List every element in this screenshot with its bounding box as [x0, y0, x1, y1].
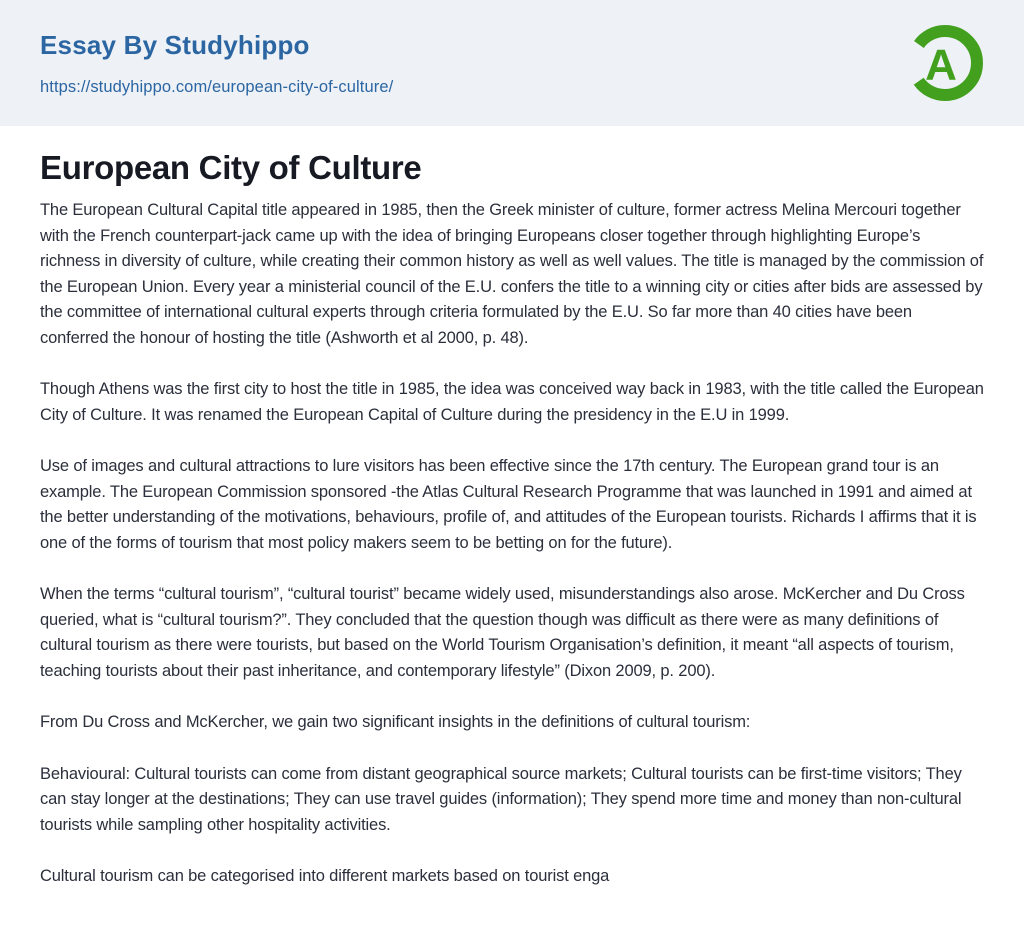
essay-paragraph-2: Though Athens was the first city to host the title in 1985, the idea was conceived way back in 1983, with the title called the European City of Culture. It was renamed the European Capital of Culture during the presidency in the E.U in 1999.	[40, 380, 984, 424]
logo-letter: A	[925, 40, 957, 90]
essay-paragraph-5: From Du Cross and McKercher, we gain two significant insights in the definitions of cultural tourism:	[40, 713, 751, 731]
essay-paragraph-1: The European Cultural Capital title appeared in 1985, then the Greek minister of culture, former actress Melina Mercouri together with the French counterpart-jack came up with the idea of bringing Europeans closer together through highlighting Europe’s richness in diversity of culture, while creating their common history as well as well values. The title is managed by the commission of the European Union. Every year a ministerial council of the E.U. confers the title to a winning city or cities after bids are assessed by the committee of international cultural experts through criteria formulated by the E.U. So far more than 40 cities have been conferred the honour of hosting the title (Ashworth et al 2000, p. 48).	[40, 201, 984, 347]
essay-paragraph-3: Use of images and cultural attractions to lure visitors has been effective since the 17th century. The European grand tour is an example. The European Commission sponsored -the Atlas Cultural Research Programme that was launched in 1991 and aimed at the better understanding of the motivations, behaviours, profile of, and attitudes of the European tourists. Richards I affirms that it is one of the forms of tourism that most policy makers seem to be betting on for the future).	[40, 457, 977, 552]
essay-paragraph-7: Cultural tourism can be categorised into different markets based on tourist enga	[40, 867, 610, 885]
essay-paragraph-6: Behavioural: Cultural tourists can come from distant geographical source markets; Cultural tourists can be first-time visitors; They can stay longer at the destinations; They can use travel guides (information); They spend more time and money than non-cultural tourists while sampling other hospitality activities.	[40, 764, 962, 834]
essay-paragraph-4: When the terms “cultural tourism”, “cultural tourist” became widely used, misunderstandings also arose. McKercher and Du Cross queried, what is “cultural tourism?”. They concluded that the question though was difficult as there were as many definitions of cultural tourism as there were tourists, but based on the World Tourism Organisation’s definition, it meant “all aspects of tourism, teaching tourists about their past inheritance, and contemporary lifestyle” (Dixon 2009, p. 200).	[40, 585, 965, 680]
essay-title: European City of Culture	[40, 149, 422, 186]
site-title: Essay By Studyhippo	[40, 29, 310, 60]
studyhippo-logo-icon	[904, 22, 986, 104]
header-text-block	[40, 30, 393, 97]
essay-content	[0, 149, 1024, 890]
site-header	[0, 0, 1024, 126]
page-url-link[interactable]: https://studyhippo.com/european-city-of-culture/	[40, 77, 394, 96]
